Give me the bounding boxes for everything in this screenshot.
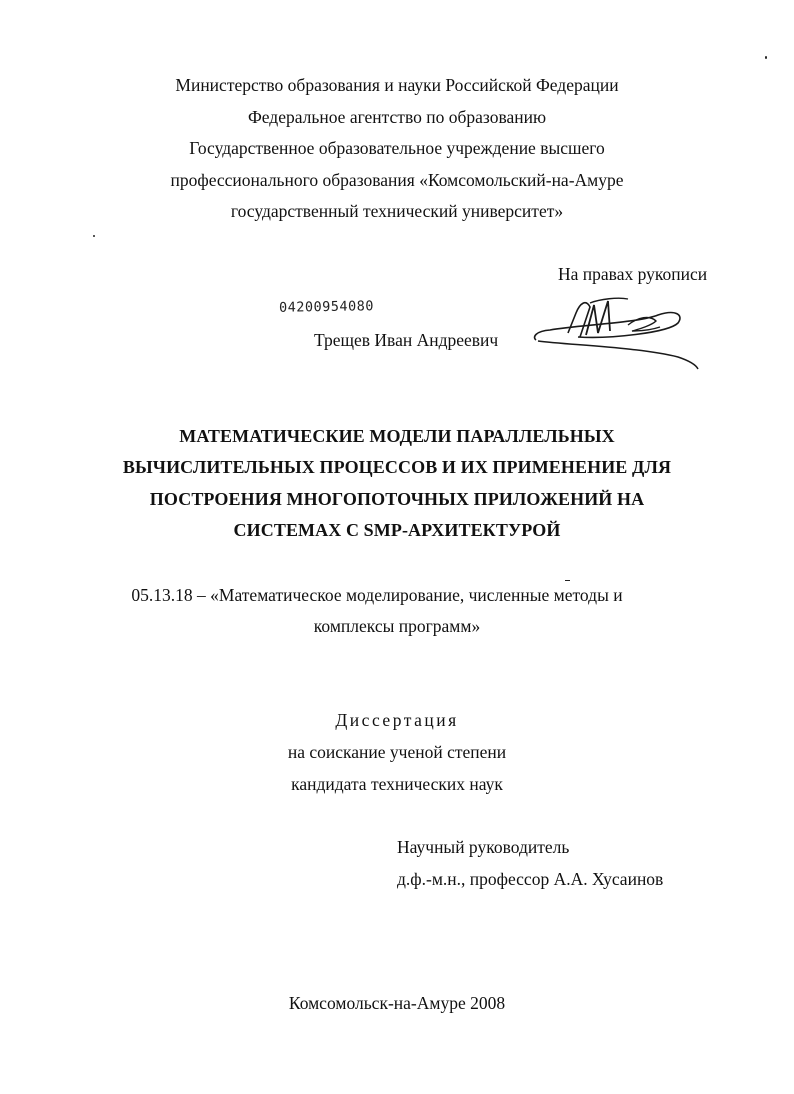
scan-speck xyxy=(565,580,570,581)
agency-line: Федеральное агентство по образованию xyxy=(247,107,547,127)
title-line-3: ПОСТРОЕНИЯ МНОГОПОТОЧНЫХ ПРИЛОЖЕНИЙ НА xyxy=(149,489,645,509)
supervisor-name: д.ф.-м.н., профессор А.А. Хусаинов xyxy=(397,869,664,889)
specialty-line-2: комплексы программ» xyxy=(313,616,481,636)
institution-line-2: профессионального образования «Комсомольский-на-Амуре xyxy=(170,170,624,190)
work-type: Диссертация xyxy=(335,710,459,730)
ministry-line: Министерство образования и науки Российской Федерации xyxy=(175,75,619,95)
scan-speck xyxy=(93,235,95,237)
institution-line-1: Государственное образовательное учреждение высшего xyxy=(189,138,605,158)
title-line-2: ВЫЧИСЛИТЕЛЬНЫХ ПРОЦЕССОВ И ИХ ПРИМЕНЕНИЕ ДЛЯ xyxy=(122,457,672,477)
specialty-line-1: 05.13.18 – «Математическое моделирование, численные методы и xyxy=(131,585,623,605)
degree-line-2: кандидата технических наук xyxy=(291,774,503,794)
supervisor-label: Научный руководитель xyxy=(397,837,570,857)
institution-line-3: государственный технический университет» xyxy=(230,201,564,221)
document-number: 04200954080 xyxy=(278,298,375,316)
city-year: Комсомольск-на-Амуре 2008 xyxy=(288,993,506,1013)
degree-line-1: на соискание ученой степени xyxy=(287,742,507,762)
title-line-4: СИСТЕМАХ С SMP-АРХИТЕКТУРОЙ xyxy=(233,520,561,540)
signature-image xyxy=(528,285,708,375)
rights-note: На правах рукописи xyxy=(558,264,708,284)
scan-speck xyxy=(765,56,767,59)
author-name: Трещев Иван Андреевич xyxy=(314,330,499,350)
title-line-1: МАТЕМАТИЧЕСКИЕ МОДЕЛИ ПАРАЛЛЕЛЬНЫХ xyxy=(179,426,615,446)
